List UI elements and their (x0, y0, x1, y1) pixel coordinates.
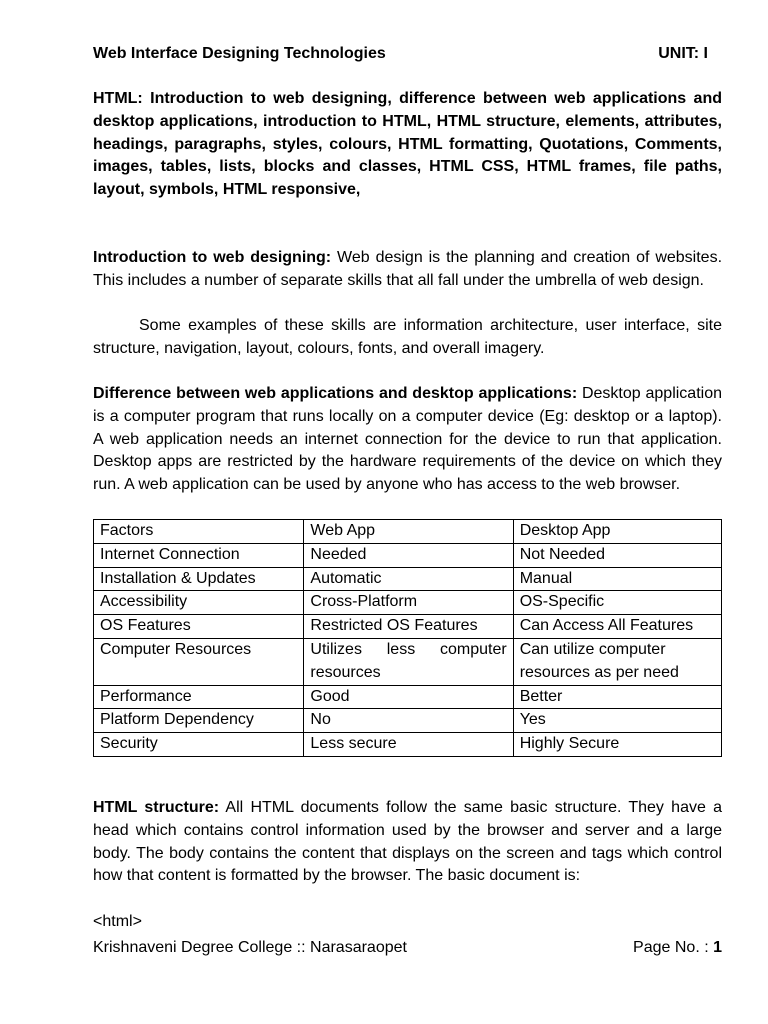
table-cell: Not Needed (513, 543, 721, 567)
page-number-value: 1 (713, 939, 722, 956)
table-cell: Performance (94, 685, 304, 709)
table-cell: Platform Dependency (94, 709, 304, 733)
table-cell: Can utilize computer resources as per need (513, 638, 721, 685)
table-header-row (94, 520, 722, 544)
table-header-cell: Web App (304, 520, 513, 544)
table-cell: Security (94, 733, 304, 757)
table-cell: Restricted OS Features (304, 615, 513, 639)
table-cell: Automatic (304, 567, 513, 591)
table-cell: Installation & Updates (94, 567, 304, 591)
intro-paragraph-2: Some examples of these skills are information architecture, user interface, site structure, navigation, layout, colours, fonts, and overall imagery. (93, 317, 722, 357)
table-cell: No (304, 709, 513, 733)
intro-heading: Introduction to web designing: (93, 249, 332, 266)
table-cell: Utilizes less computer resources (304, 638, 513, 685)
topics-paragraph: HTML: Introduction to web designing, difference between web applications and desktop applications, introduction to HTML, HTML structure, elements, attributes, headings, paragraphs, styles, colours, HTML formatting, Quotations, Comments, images, tables, lists, blocks and classes, HTML CSS, HTML frames, file paths, layout, symbols, HTML responsive, (93, 90, 722, 199)
table-cell: Computer Resources (94, 638, 304, 685)
page-number (633, 936, 722, 959)
intro-text: Web design is the planning and creation of websites. This includes a number of separate skills that all fall under the umbrella of web design. (93, 249, 723, 289)
table-cell: Less secure (304, 733, 513, 757)
structure-text: All HTML documents follow the same basic structure. They have a head which contains control information used by the browser and server and a large body. The body contains the content that displays on the screen and tags which control how that content is formatted by the browser. The basic document is: (93, 799, 722, 885)
table-cell: Can Access All Features (513, 615, 721, 639)
table-row (94, 615, 722, 639)
table-cell: Manual (513, 567, 721, 591)
table-cell: Internet Connection (94, 543, 304, 567)
difference-paragraph (93, 383, 722, 497)
structure-paragraph (93, 797, 722, 888)
table-row (94, 733, 722, 757)
table-cell: Better (513, 685, 721, 709)
page-number-label: Page No. : (633, 939, 714, 956)
header-unit: UNIT: I (658, 45, 708, 62)
table-cell: Accessibility (94, 591, 304, 615)
table-cell: Highly Secure (513, 733, 721, 757)
table-row (94, 567, 722, 591)
comparison-table (93, 519, 722, 757)
header-title: Web Interface Designing Technologies (93, 45, 386, 62)
table-cell: Needed (304, 543, 513, 567)
code-line: <html> (93, 913, 142, 930)
structure-heading: HTML structure: (93, 799, 220, 816)
table-cell: OS Features (94, 615, 304, 639)
table-row (94, 709, 722, 733)
table-cell: Cross-Platform (304, 591, 513, 615)
table-cell: OS-Specific (513, 591, 721, 615)
table-row (94, 543, 722, 567)
table-header-cell: Factors (94, 520, 304, 544)
page-footer (93, 936, 722, 959)
table-cell: Yes (513, 709, 721, 733)
table-cell: Good (304, 685, 513, 709)
table-row (94, 685, 722, 709)
table-header-cell: Desktop App (513, 520, 721, 544)
difference-text: Desktop application is a computer program that runs locally on a computer device (Eg: desktop or a laptop). A web application needs an internet connection for the device to run that application. Desktop apps are restricted by the hardware requirements of the device on which they run. A web application can be used by anyone who has access to the web browser. (93, 385, 722, 494)
difference-heading: Difference between web applications and desktop applications: (93, 385, 578, 402)
table-row (94, 638, 722, 685)
footer-college: Krishnaveni Degree College :: Narasaraopet (93, 939, 407, 956)
table-row (94, 591, 722, 615)
page-header (93, 43, 722, 65)
intro-paragraph (93, 247, 722, 293)
